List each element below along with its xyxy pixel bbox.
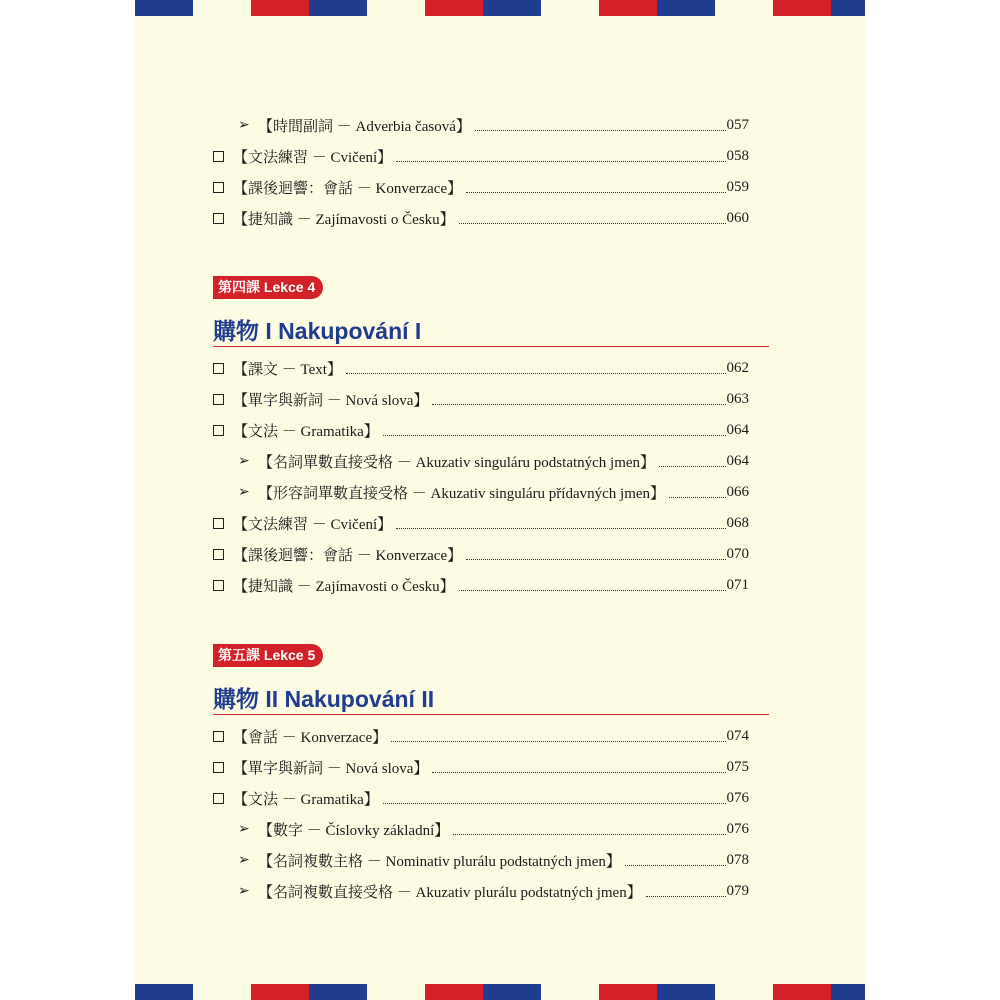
- toc-entry[interactable]: [213, 418, 749, 442]
- checkbox-icon: [213, 518, 233, 529]
- lesson-divider: [213, 714, 769, 715]
- toc-page-number: 064: [726, 452, 749, 469]
- lesson-title: 購物 I Nakupování I: [213, 318, 422, 344]
- toc-page-number: 064: [726, 421, 749, 438]
- toc-entry[interactable]: [238, 113, 749, 137]
- arrow-bullet-icon: ➢: [238, 453, 250, 469]
- checkbox-icon: [213, 549, 233, 560]
- toc-entry-title: 【單字與新詞 － Nová slova】: [233, 392, 429, 409]
- arrow-bullet-icon: ➢: [238, 117, 250, 133]
- toc-entry-title: 【名詞複數直接受格 － Akuzativ plurálu podstatných jmen】: [258, 884, 642, 901]
- toc-entry[interactable]: [238, 449, 749, 473]
- dot-leader: [669, 497, 725, 498]
- toc-page-number: 078: [726, 851, 749, 868]
- lesson-badge: 第四課 Lekce 4: [213, 276, 323, 299]
- dot-leader: [396, 528, 725, 529]
- dot-leader: [453, 834, 725, 835]
- top-flag-stripes: [135, 0, 865, 16]
- toc-page-number: 070: [726, 545, 749, 562]
- toc-entry-title: 【名詞單數直接受格 － Akuzativ singuláru podstatných jmen】: [258, 454, 656, 471]
- checkbox-icon: [213, 363, 233, 374]
- dot-leader: [346, 373, 726, 374]
- toc-page-number: 060: [726, 209, 749, 226]
- arrow-bullet-icon: ➢: [238, 883, 250, 899]
- toc-page-number: 074: [726, 727, 749, 744]
- toc-entry[interactable]: [213, 786, 749, 810]
- checkbox-icon: [213, 425, 233, 436]
- dot-leader: [432, 404, 725, 405]
- toc-entry[interactable]: [238, 879, 749, 903]
- toc-entry-title: 【會話 － Konverzace】: [233, 729, 388, 746]
- toc-page-number: 071: [726, 576, 749, 593]
- toc-page-number: 062: [726, 359, 749, 376]
- dot-leader: [659, 466, 725, 467]
- dot-leader: [459, 223, 726, 224]
- lesson-badge: 第五課 Lekce 5: [213, 644, 323, 667]
- toc-page: [135, 0, 865, 1000]
- toc-entry[interactable]: [213, 724, 749, 748]
- toc-entry[interactable]: [213, 144, 749, 168]
- checkbox-icon: [213, 580, 233, 591]
- toc-entry-title: 【課後迴響：會話 － Konverzace】: [233, 547, 463, 564]
- bottom-flag-stripes: [135, 984, 865, 1000]
- lesson-title: 購物 II Nakupování II: [213, 686, 435, 712]
- toc-entry[interactable]: [213, 356, 749, 380]
- checkbox-icon: [213, 213, 233, 224]
- dot-leader: [432, 772, 725, 773]
- toc-entry[interactable]: [213, 755, 749, 779]
- toc-entry-title: 【文法 － Gramatika】: [233, 423, 379, 440]
- toc-entry[interactable]: [238, 480, 749, 504]
- toc-page-number: 058: [726, 147, 749, 164]
- toc-page-number: 066: [726, 483, 749, 500]
- checkbox-icon: [213, 793, 233, 804]
- toc-entry[interactable]: [213, 206, 749, 230]
- checkbox-icon: [213, 731, 233, 742]
- toc-page-number: 076: [726, 820, 749, 837]
- toc-entry[interactable]: [213, 387, 749, 411]
- arrow-bullet-icon: ➢: [238, 484, 250, 500]
- checkbox-icon: [213, 151, 233, 162]
- checkbox-icon: [213, 182, 233, 193]
- toc-entry[interactable]: [213, 542, 749, 566]
- dot-leader: [475, 130, 726, 131]
- arrow-bullet-icon: ➢: [238, 852, 250, 868]
- toc-page-number: 063: [726, 390, 749, 407]
- toc-entry-title: 【單字與新詞 － Nová slova】: [233, 760, 429, 777]
- dot-leader: [383, 803, 726, 804]
- toc-page-number: 068: [726, 514, 749, 531]
- dot-leader: [625, 865, 726, 866]
- toc-entry[interactable]: [238, 817, 749, 841]
- toc-page-number: 076: [726, 789, 749, 806]
- lesson-divider: [213, 346, 769, 347]
- toc-entry-title: 【文法練習 － Cvičení】: [233, 149, 393, 166]
- toc-entry-title: 【時間副詞 － Adverbia časová】: [258, 118, 471, 135]
- toc-entry-title: 【形容詞單數直接受格 － Akuzativ singuláru přídavných jmen】: [258, 485, 666, 502]
- arrow-bullet-icon: ➢: [238, 821, 250, 837]
- toc-entry-title: 【數字 － Číslovky základní】: [258, 822, 450, 839]
- dot-leader: [466, 192, 725, 193]
- dot-leader: [466, 559, 725, 560]
- toc-entry[interactable]: [213, 573, 749, 597]
- toc-entry-title: 【名詞複數主格 － Nominativ plurálu podstatných jmen】: [258, 853, 621, 870]
- toc-page-number: 057: [726, 116, 749, 133]
- dot-leader: [459, 590, 726, 591]
- dot-leader: [646, 896, 726, 897]
- toc-entry-title: 【文法 － Gramatika】: [233, 791, 379, 808]
- dot-leader: [383, 435, 726, 436]
- dot-leader: [391, 741, 725, 742]
- toc-entry[interactable]: [213, 511, 749, 535]
- toc-page-number: 075: [726, 758, 749, 775]
- toc-page-number: 079: [726, 882, 749, 899]
- checkbox-icon: [213, 394, 233, 405]
- toc-entry-title: 【課文 － Text】: [233, 361, 342, 378]
- toc-entry-title: 【課後迴響：會話 － Konverzace】: [233, 180, 463, 197]
- toc-entry[interactable]: [238, 848, 749, 872]
- toc-page-number: 059: [726, 178, 749, 195]
- toc-entry[interactable]: [213, 175, 749, 199]
- checkbox-icon: [213, 762, 233, 773]
- dot-leader: [396, 161, 725, 162]
- toc-entry-title: 【文法練習 － Cvičení】: [233, 516, 393, 533]
- toc-entry-title: 【捷知識 － Zajímavosti o Česku】: [233, 211, 455, 228]
- toc-entry-title: 【捷知識 － Zajímavosti o Česku】: [233, 578, 455, 595]
